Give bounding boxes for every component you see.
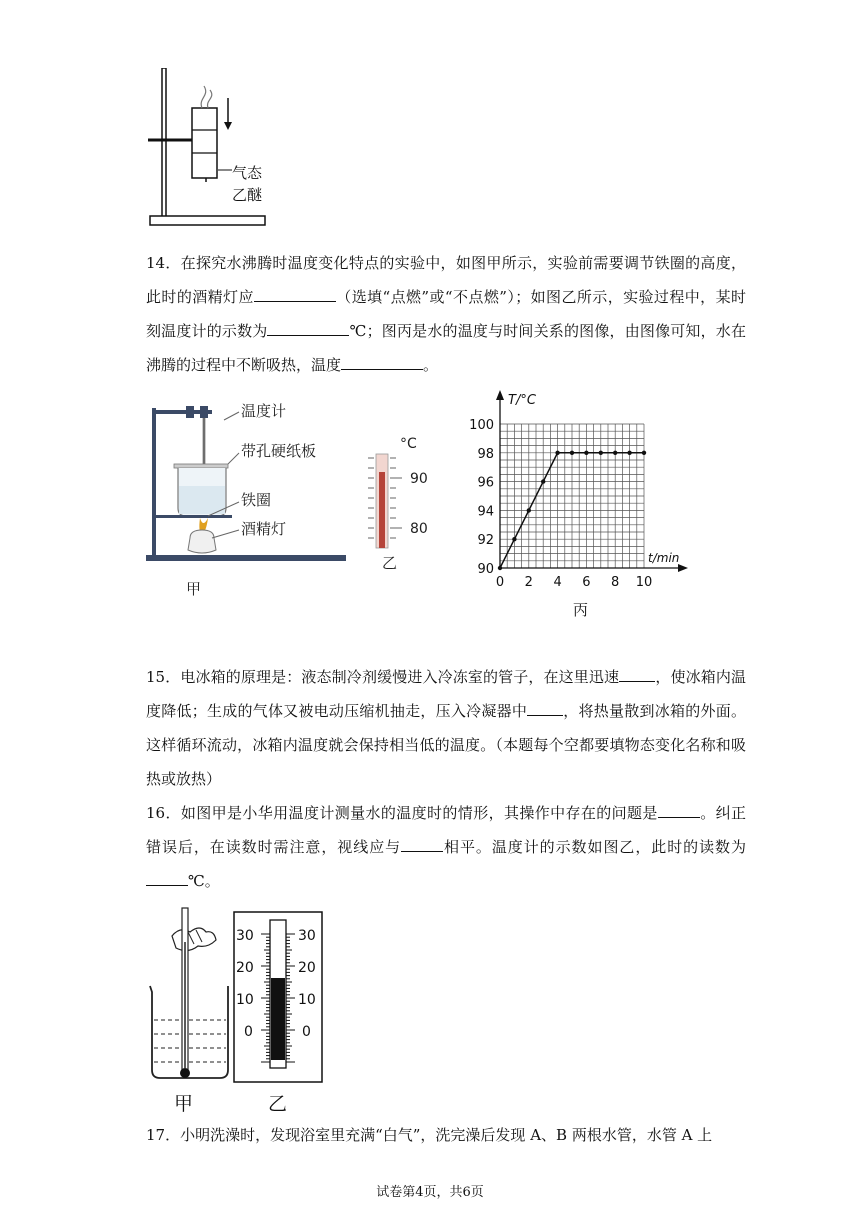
scale-thermometer-figure	[232, 910, 324, 1116]
ether-label-line2: 乙醚	[232, 186, 263, 204]
data-point	[512, 537, 516, 541]
question-17: 17．小明洗澡时，发现浴室里充满“白气”，洗完澡后发现 A、B 两根水管，水管 A 上	[146, 1126, 713, 1144]
ether-label-line1: 气态	[232, 164, 263, 182]
data-point	[627, 451, 631, 455]
y-axis-label: T/°C	[508, 393, 536, 408]
thermometer-tick-80: 80	[410, 521, 428, 537]
label-thermometer: 温度计	[241, 402, 287, 420]
scale-right-0: 0	[302, 1024, 311, 1040]
q15-blank-1[interactable]	[619, 663, 655, 682]
question-14: 14．在探究水沸腾时温度变化特点的实验中，如图甲所示，实验前需要调节铁圈的高度，此时的酒精灯应 （选填“点燃”或“不点燃”）；如图乙所示，实验过程中，某时刻温度计的示数为 ℃；图丙是水的温度与时间关系的图像，由图像可知，水在沸腾的过程中不断吸热，温度 。	[146, 254, 746, 374]
q15-blank-2[interactable]	[527, 697, 563, 716]
caption-yi-16: 乙	[268, 1093, 288, 1115]
scale-left-0: 0	[244, 1024, 253, 1040]
caption-bing: 丙	[573, 601, 589, 619]
question-16: 16．如图甲是小华用温度计测量水的温度时的情形，其操作中存在的问题是 。纠正错误后，在读数时需注意，视线应与 相平。温度计的示数如图乙，此时的读数为℃。	[146, 796, 746, 898]
data-point	[613, 451, 617, 455]
caption-jia-16: 甲	[174, 1093, 194, 1114]
temperature-time-chart	[462, 384, 692, 624]
data-point	[570, 451, 574, 455]
label-iron-ring: 铁圈	[241, 491, 272, 509]
ether-apparatus-figure	[140, 68, 280, 228]
x-tick-label: 4	[553, 575, 562, 590]
x-tick-label: 6	[582, 575, 591, 590]
y-tick-label: 96	[477, 475, 494, 491]
data-point	[642, 451, 646, 455]
scale-left-10: 10	[236, 992, 254, 1008]
data-point	[527, 508, 531, 512]
q14-blank-3[interactable]	[341, 351, 423, 370]
scale-right-10: 10	[298, 992, 316, 1008]
data-point	[584, 451, 588, 455]
q16-blank-3[interactable]	[146, 867, 188, 886]
boiling-apparatus-figure	[146, 398, 346, 598]
q14-blank-1[interactable]	[254, 283, 336, 302]
thermometer-tick-90: 90	[410, 471, 428, 487]
thermometer-reading-figure	[360, 432, 440, 572]
x-tick-label: 8	[611, 575, 620, 590]
q16-blank-1[interactable]	[658, 799, 700, 818]
data-point	[541, 479, 545, 483]
x-axis-label: t/min	[648, 551, 680, 565]
label-cardboard: 带孔硬纸板	[241, 442, 317, 460]
beaker-thermometer-figure	[144, 902, 236, 1114]
q14-blank-2[interactable]	[267, 317, 349, 336]
x-tick-label: 2	[524, 575, 533, 590]
scale-right-20: 20	[298, 960, 316, 976]
y-tick-label: 100	[469, 418, 494, 433]
y-tick-label: 98	[477, 446, 494, 462]
data-point	[498, 566, 502, 570]
question-15: 15．电冰箱的原理是：液态制冷剂缓慢进入冷冻室的管子，在这里迅速 ，使冰箱内温度降低；生成的气体又被电动压缩机抽走，压入冷凝器中 ，将热量散到冰箱的外面。这样循环流动，冰箱内温度就会保持相当低的温度。（本题每个空都要填物态变化名称和吸热或放热）	[146, 660, 746, 796]
scale-left-30: 30	[236, 928, 254, 944]
caption-yi-14: 乙	[382, 554, 398, 572]
caption-jia-14: 甲	[186, 580, 202, 598]
y-tick-label: 92	[477, 533, 494, 549]
x-tick-label: 10	[635, 575, 653, 590]
q16-blank-2[interactable]	[401, 833, 443, 852]
x-axis-arrow	[678, 564, 688, 572]
data-point	[599, 451, 603, 455]
y-tick-label: 90	[477, 562, 494, 577]
scale-left-20: 20	[236, 960, 254, 976]
x-tick-label: 0	[495, 575, 505, 590]
scale-right-30: 30	[298, 928, 316, 944]
y-tick-label: 94	[477, 504, 494, 520]
page-footer: 试卷第4页，共6页	[376, 1185, 484, 1200]
thermometer-unit: °C	[400, 436, 417, 452]
label-alcohol-lamp: 酒精灯	[241, 520, 287, 538]
y-axis-arrow	[496, 390, 504, 400]
data-point	[555, 451, 559, 455]
